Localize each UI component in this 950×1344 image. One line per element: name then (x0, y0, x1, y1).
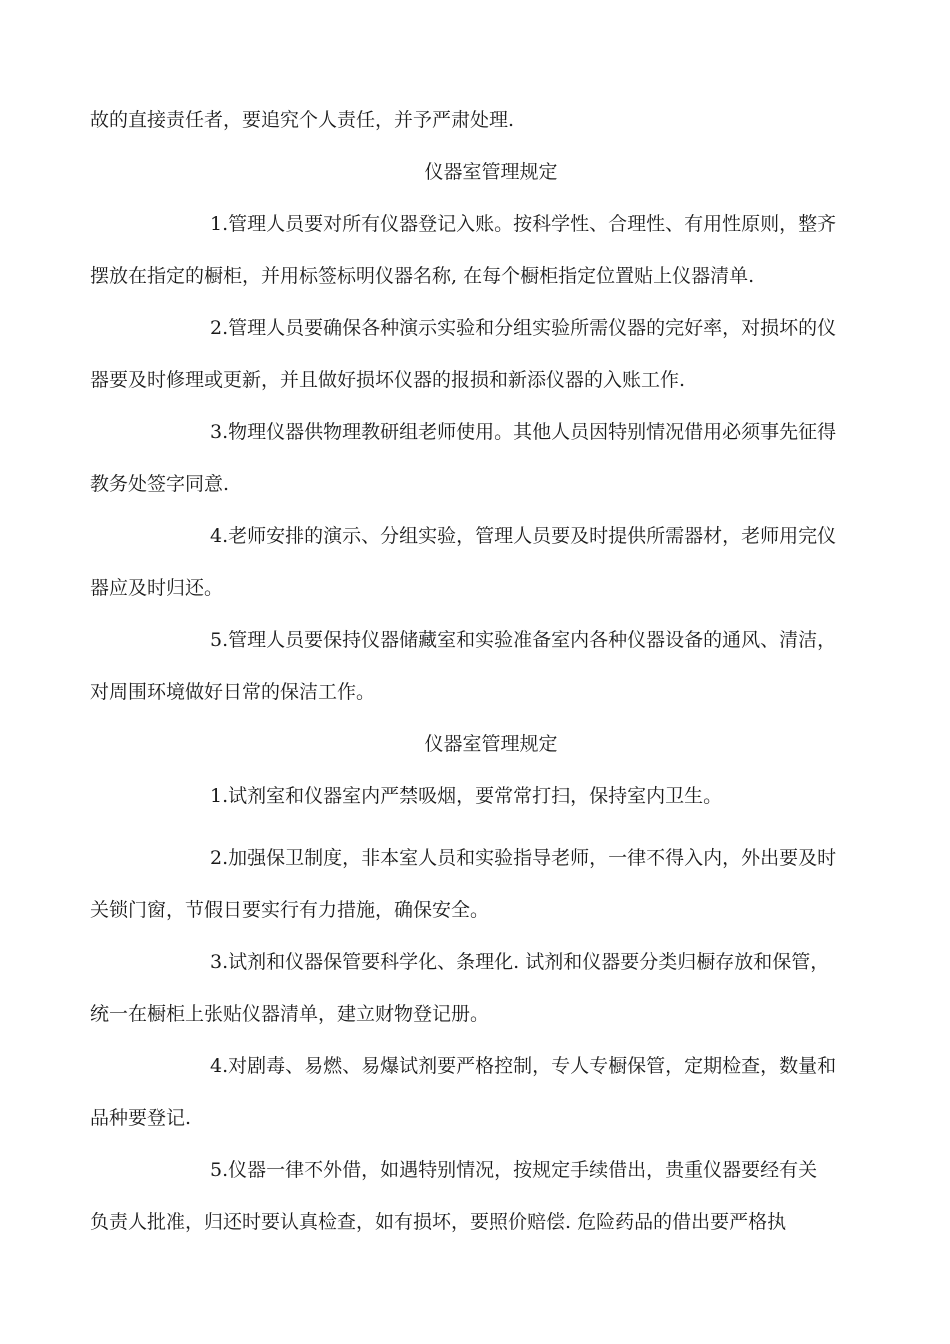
rule-item (90, 406, 874, 458)
item-number: 2. (210, 317, 229, 339)
item-number: 3. (210, 421, 229, 443)
item-number: 2. (210, 847, 229, 869)
rule-item (90, 614, 874, 666)
rule-item (90, 1040, 874, 1092)
item-text-continued: 负责人批准，归还时要认真检查，如有损坏，要照价赔偿. 危险药品的借出要严格执 (90, 1211, 787, 1233)
spacer (90, 822, 874, 832)
item-text: 试剂室和仪器室内严禁吸烟，要常常打扫，保持室内卫生。 (228, 785, 723, 807)
continued-text: 故的直接责任者，要追究个人责任，并予严肃处理. (90, 109, 515, 131)
section-title: 仪器室管理规定 (424, 161, 558, 183)
item-text: 试剂和仪器保管要科学化、条理化. 试剂和仪器要分类归橱存放和保管， (228, 951, 830, 973)
item-number: 1. (210, 213, 229, 235)
item-text-continued: 器应及时归还。 (90, 577, 224, 599)
item-text: 老师安排的演示、分组实验，管理人员要及时提供所需器材，老师用完仪 (228, 525, 837, 547)
item-text-continued: 品种要登记. (90, 1107, 192, 1129)
item-text: 管理人员要保持仪器储藏室和实验准备室内各种仪器设备的通风、清洁， (228, 629, 837, 651)
item-number: 3. (210, 951, 229, 973)
item-number: 5. (210, 629, 229, 651)
item-text-continued: 教务处签字同意. (90, 473, 230, 495)
item-number: 5. (210, 1159, 229, 1181)
rule-item (90, 302, 874, 354)
document-page (90, 94, 874, 1248)
section-title: 仪器室管理规定 (424, 733, 558, 755)
item-text: 仪器一律不外借，如遇特别情况，按规定手续借出，贵重仪器要经有关 (228, 1159, 818, 1181)
rule-item (90, 936, 874, 988)
item-number: 1. (210, 785, 229, 807)
rule-item (90, 510, 874, 562)
rule-item (90, 832, 874, 884)
item-text-continued: 摆放在指定的橱柜，并用标签标明仪器名称, 在每个橱柜指定位置贴上仪器清单. (90, 265, 755, 287)
item-text-continued: 对周围环境做好日常的保洁工作。 (90, 681, 376, 703)
item-number: 4. (210, 1055, 229, 1077)
item-text: 管理人员要确保各种演示实验和分组实验所需仪器的完好率，对损坏的仪 (228, 317, 837, 339)
rule-item (90, 198, 874, 250)
rule-item (90, 770, 874, 822)
item-text: 加强保卫制度，非本室人员和实验指导老师，一律不得入内，外出要及时 (228, 847, 837, 869)
item-number: 4. (210, 525, 229, 547)
rule-item (90, 1144, 874, 1196)
item-text-continued: 统一在橱柜上张贴仪器清单，建立财物登记册。 (90, 1003, 490, 1025)
item-text: 管理人员要对所有仪器登记入账。按科学性、合理性、有用性原则，整齐 (228, 213, 837, 235)
item-text-continued: 关锁门窗，节假日要实行有力措施，确保安全。 (90, 899, 490, 921)
item-text: 对剧毒、易燃、易爆试剂要严格控制，专人专橱保管，定期检查，数量和 (228, 1055, 837, 1077)
item-text: 物理仪器供物理教研组老师使用。其他人员因特别情况借用必须事先征得 (228, 421, 837, 443)
item-text-continued: 器要及时修理或更新，并且做好损坏仪器的报损和新添仪器的入账工作. (90, 369, 686, 391)
